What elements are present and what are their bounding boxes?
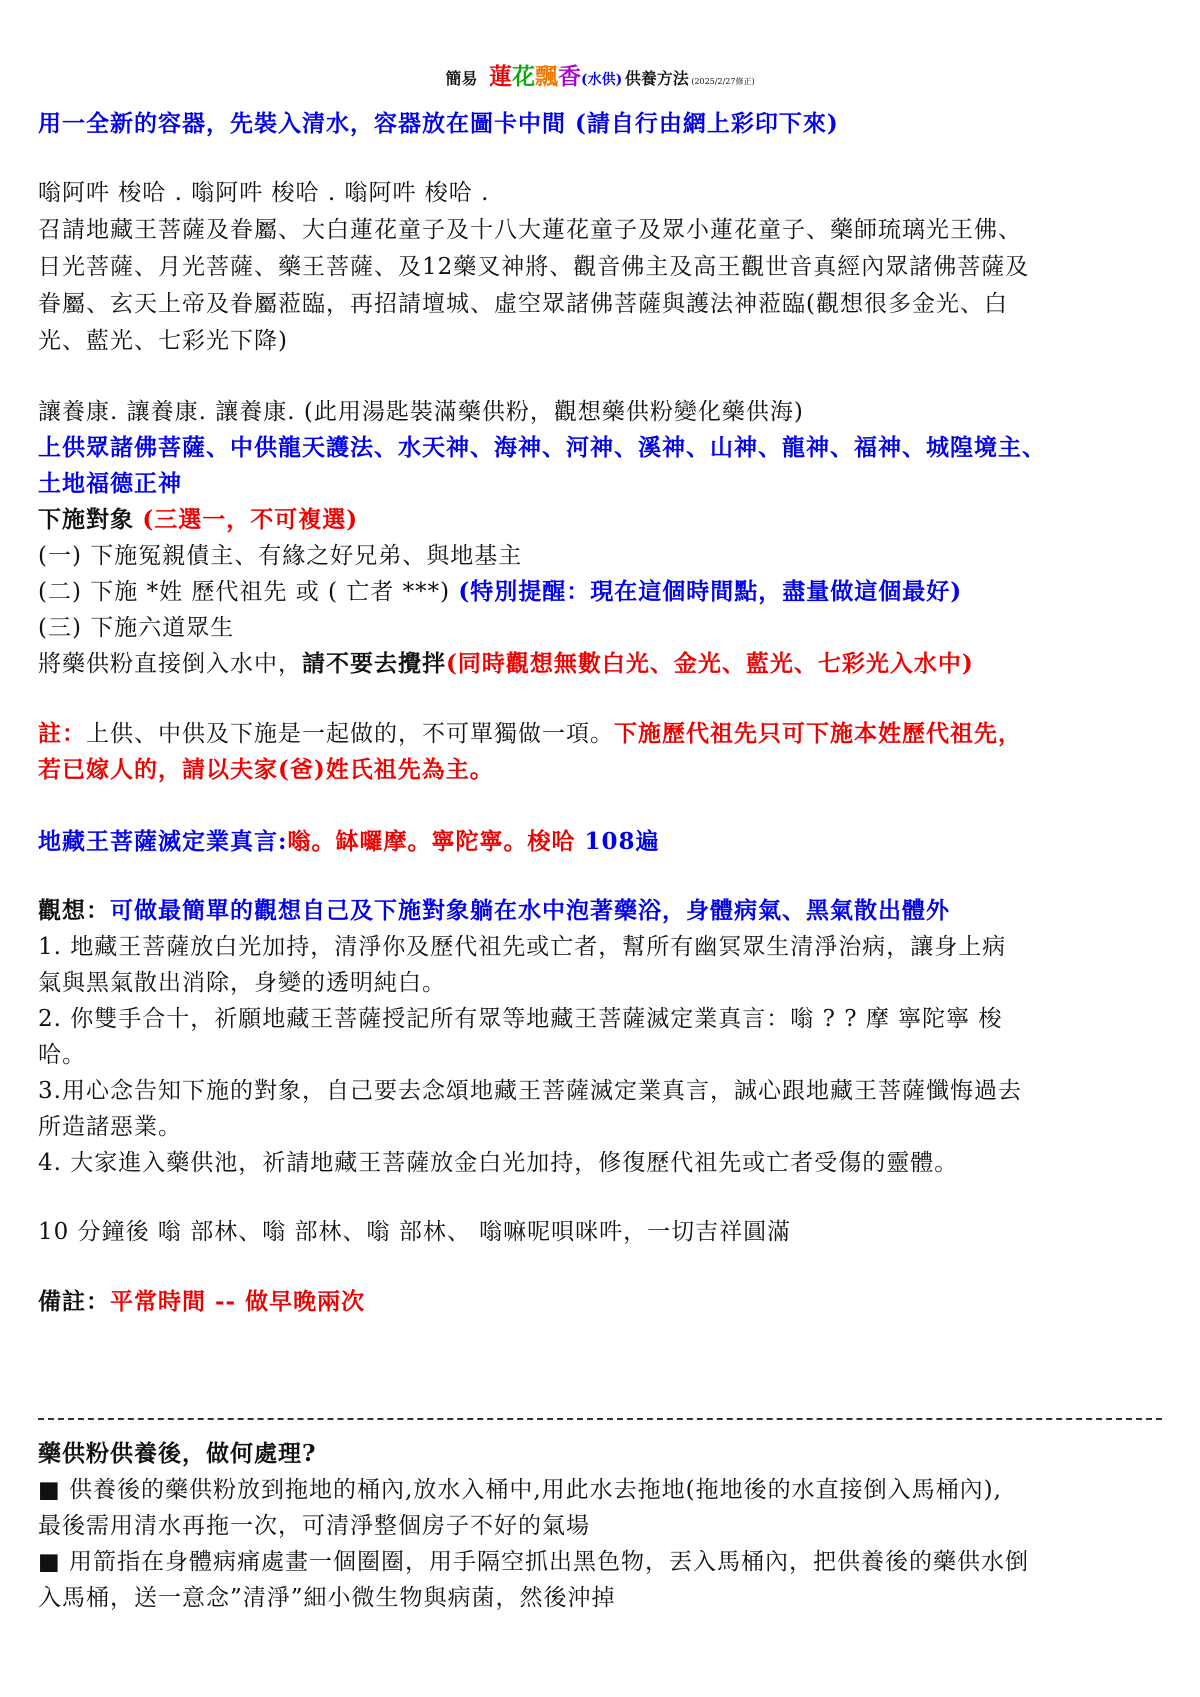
title-flower: 花 [511, 62, 535, 90]
invite-line-2: 日光菩薩、月光菩薩、藥王菩薩、及12藥叉神將、觀音佛主及高王觀世音真經內眾諸佛菩薩及 [38, 254, 1030, 280]
visualize-item-1b: 氣與黑氣散出消除，身變的透明純白。 [38, 970, 446, 996]
after10-line: 10 分鐘後 嗡 部林、嗡 部林、嗡 部林、 嗡嘛呢唄咪吽，一切吉祥圓滿 [38, 1219, 792, 1245]
note-label: 註： [38, 720, 86, 747]
giving-option-2-text: (二) 下施 *姓 歷代祖先 或 ( 亡者 ***) [38, 579, 451, 605]
dizang-count: 108遍 [575, 828, 660, 855]
visualize-text: 可做最簡單的觀想自己及下施對象躺在水中泡著藥浴，身體病氣、黑氣散出體外 [110, 897, 950, 924]
visualize-item-1a: 1. 地藏王菩薩放白光加持，清淨你及歷代祖先或亡者，幫所有幽冥眾生清淨治病，讓身上病 [38, 934, 1007, 960]
giving-heading [38, 502, 358, 538]
dizang-label: 地藏王菩薩滅定業真言: [38, 828, 288, 855]
invite-line-4: 光、藍光、七彩光下降) [38, 328, 288, 354]
visualize-item-3b: 所造諸惡業。 [38, 1114, 182, 1140]
dizang-line [38, 824, 660, 860]
giving-note: (三選一，不可複選) [142, 506, 359, 533]
pour-bold: 請不要去攪拌 [302, 650, 446, 677]
giving-label: 下施對象 [38, 506, 134, 533]
intro-line: 用一全新的容器，先裝入清水，容器放在圖卡中間 (請自行由網上彩印下來) [38, 110, 839, 137]
title-float: 飄 [534, 62, 558, 90]
pour-line [38, 646, 974, 682]
visualize-item-2b: 哈。 [38, 1042, 86, 1068]
visualize-item-2a: 2. 你雙手合十，祈願地藏王菩薩授記所有眾等地藏王菩薩滅定業真言：嗡 ? ? 摩 寧陀寧 梭 [38, 1006, 1003, 1032]
disposal-heading: 藥供粉供養後，做何處理? [38, 1440, 317, 1467]
visualize-heading [38, 893, 950, 929]
title-prefix: 簡易 [445, 69, 478, 88]
offer-line-1: 上供眾諸佛菩薩、中供龍天護法、水天神、海神、河神、溪神、山神、龍神、福神、城隍境主、 [38, 434, 1046, 461]
disposal-line-1: ■ 供養後的藥供粉放到拖地的桶內,放水入桶中,用此水去拖地(拖地後的水直接倒入馬桶內), [38, 1477, 1002, 1503]
title-lotus: 蓮 [488, 62, 512, 90]
giving-option-1: (一) 下施冤親債主、有緣之好兄弟、與地基主 [38, 543, 523, 569]
title-revision: (2025/2/27修正) [691, 76, 755, 86]
mantra-line: 嗡阿吽 梭哈 . 嗡阿吽 梭哈 . 嗡阿吽 梭哈 . [38, 180, 490, 206]
invite-line-3: 眷屬、玄天上帝及眷屬蒞臨，再招請壇城、虛空眾諸佛菩薩與護法神蒞臨(觀想很多金光、白 [38, 291, 1008, 317]
pour-text: 將藥供粉直接倒入水中， [38, 651, 302, 677]
remark-text: 平常時間 -- 做早晚兩次 [110, 1288, 366, 1315]
disposal-line-2: 最後需用清水再拖一次，可清淨整個房子不好的氣場 [38, 1513, 590, 1539]
visualize-item-3a: 3.用心念告知下施的對象，自己要去念頌地藏王菩薩滅定業真言，誠心跟地藏王菩薩懺悔過去 [38, 1078, 1022, 1104]
invite-line-1: 召請地藏王菩薩及眷屬、大白蓮花童子及十八大蓮花童子及眾小蓮花童子、藥師琉璃光王佛、 [38, 217, 1022, 243]
dashed-divider [38, 1418, 1162, 1422]
title-water: (水供) [580, 71, 623, 88]
note-text: 上供、中供及下施是一起做的，不可單獨做一項。 [86, 721, 614, 747]
note-red-1: 下施歷代祖先只可下施本姓歷代祖先， [614, 720, 1022, 747]
giving-option-3: (三) 下施六道眾生 [38, 615, 235, 641]
giving-option-2-note: (特別提醒：現在這個時間點，盡量做這個最好) [458, 578, 963, 605]
visualize-label: 觀想： [38, 897, 110, 924]
remark-label: 備註： [38, 1288, 110, 1315]
title-fragrance: 香 [557, 62, 581, 90]
pour-red: (同時觀想無數白光、金光、藍光、七彩光入水中) [446, 650, 974, 677]
rang-line: 讓養康. 讓養康. 讓養康. (此用湯匙裝滿藥供粉，觀想藥供粉變化藥供海) [38, 399, 804, 425]
note-line-2: 若已嫁人的，請以夫家(爸)姓氏祖先為主。 [38, 756, 494, 783]
note-line-1 [38, 716, 1022, 752]
remark-line [38, 1284, 365, 1320]
giving-option-2 [38, 574, 962, 610]
title-method: 供養方法 [624, 69, 689, 88]
visualize-item-4: 4. 大家進入藥供池，祈請地藏王菩薩放金白光加持，修復歷代祖先或亡者受傷的靈體。 [38, 1150, 959, 1176]
dizang-mantra: 嗡。缽囉摩。寧陀寧。梭哈 [287, 828, 576, 855]
page-title [300, 58, 900, 91]
disposal-line-3: ■ 用箭指在身體病痛處畫一個圈圈，用手隔空抓出黑色物，丟入馬桶內，把供養後的藥供水倒 [38, 1549, 1030, 1575]
offer-line-2: 土地福德正神 [38, 470, 182, 497]
disposal-line-4: 入馬桶，送一意念”清淨”細小微生物與病菌，然後沖掉 [38, 1585, 616, 1611]
